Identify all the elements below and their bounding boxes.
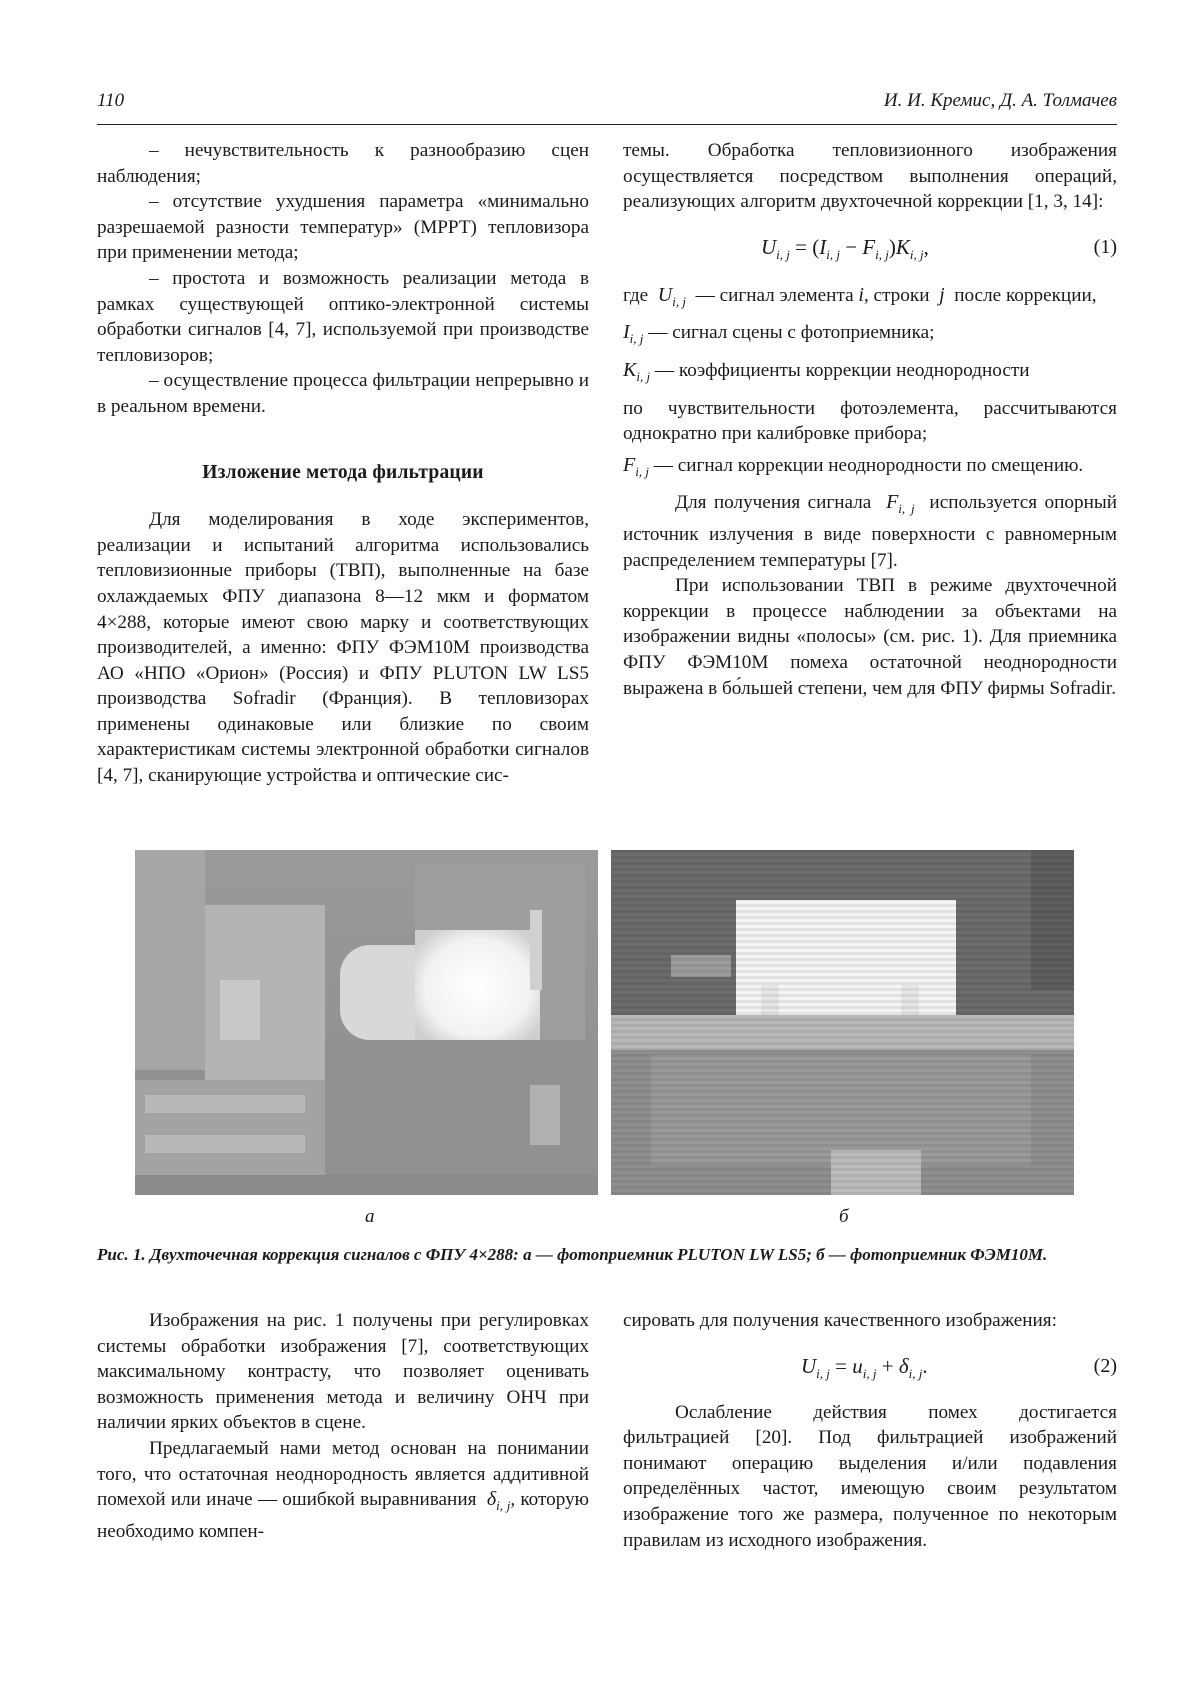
def-K-continued: по чувствительности фотоэлемента, рассчитываются однократно при калибровке прибора; xyxy=(623,397,1117,445)
bottom-right-paragraph-1: Ослабление действия помех достигается фильтрацией [20]. Под фильтрацией изображений понимают операцию выделения и/или подавления определённых частот, имеющую своим результатом изображение того же размера, полученное по некоторым правилам из исходного изображения. xyxy=(623,1401,1117,1551)
left-column xyxy=(97,138,589,789)
bottom-left-column xyxy=(97,1308,589,1544)
running-authors: И. И. Кремис, Д. А. Толмачев xyxy=(883,90,1117,111)
method-paragraph: Для моделирования в ходе экспериментов, реализации и испытаний алгоритма использовались тепловизионные приборы (ТВП), выполненные на базе охлаждаемых ФПУ диапазона 8—12 мкм и форматом 4×288, которые имеют свою марку и соответствующих производителей, а именно: ФПУ ФЭМ10М производства АО «НПО «Орион» (Россия) и ФПУ PLUTON LW LS5 производства Sofradir (Франция). В тепловизорах применены одинаковые или близкие по своим характеристикам системы электронной обработки сигналов [4, 7], сканирующие устройства и оптические сис- xyxy=(97,509,589,787)
right-intro: темы. Обработка тепловизионного изображения осуществляется посредством выполнения операций, реализующих алгоритм двухточечной коррекции [1, 3, 14]: xyxy=(623,140,1117,213)
def-U: где $U_{i, j}$ — сигнал элемента i, строки j после коррекции, xyxy=(623,283,1097,309)
def-F: $F_{i, j}$ — сигнал коррекции неоднородности по смещению. xyxy=(623,453,1084,479)
equation-1-formula: $U_{i, j} = (I_{i, j} - F_{i, j})K_{i, j}$, xyxy=(761,234,929,262)
running-header xyxy=(97,90,1117,120)
bottom-right-column xyxy=(623,1308,1117,1553)
right-column xyxy=(623,138,1117,701)
equation-1 xyxy=(623,221,1117,277)
def-I: $I_{i, j}$ — сигнал сцены с фотоприемника; xyxy=(623,321,935,347)
bottom-right-intro: сировать для получения качественного изображения: xyxy=(623,1310,1057,1331)
figure-caption: Рис. 1. Двухточечная коррекция сигналов с ФПУ 4×288: а — фотоприемник PLUTON LW LS5; б — фотоприемник ФЭМ10М. xyxy=(97,1245,1048,1264)
section-title: Изложение метода фильтрации xyxy=(202,461,484,483)
bullet-2: – отсутствие ухудшения параметра «минимально разрешаемой разности температур» (МРРТ) тепловизора при применении метода; xyxy=(97,191,589,264)
header-rule xyxy=(97,124,1117,125)
bullet-4: – осуществление процесса фильтрации непрерывно и в реальном времени. xyxy=(97,370,589,417)
bottom-left-paragraph-1: Изображения на рис. 1 получены при регулировках системы обработки изображения [7], соответствующих максимальному контрасту, что позволяет оценивать возможность применения метода и величину ОНЧ при наличии ярких объектов в сцене. xyxy=(97,1310,589,1434)
bottom-left-paragraph-2: Предлагаемый нами метод основан на понимании того, что остаточная неоднородность является аддитивной помехой или иначе — ошибкой выравнивания $\delta_{i, j}$, которую необходимо компен- xyxy=(97,1437,590,1542)
page-number: 110 xyxy=(97,90,125,111)
paragraph-bands: При использовании ТВП в режиме двухточечной коррекции в процессе наблюдении за объектами на изображении видны «полосы» (см. рис. 1). Для приемника ФПУ ФЭМ10М помеха остаточной неоднородности выражена в бо́льшей степени, чем для ФПУ фирмы Sofradir. xyxy=(623,575,1117,699)
equation-2-formula: $U_{i, j} = u_{i, j} + \delta_{i, j}$. xyxy=(801,1353,928,1381)
bullet-3: – простота и возможность реализации метода в рамках существующей оптико-электронной системы обработки сигналов [4, 7], используемой при производстве тепловизоров; xyxy=(97,267,589,366)
definitions xyxy=(623,283,1117,485)
bullet-1: – нечувствительность к разнообразию сцен наблюдения; xyxy=(97,140,589,187)
equation-2 xyxy=(623,1340,1117,1396)
equation-2-number: (2) xyxy=(1093,1354,1117,1377)
figure-label-a: а xyxy=(365,1206,375,1227)
figure-image-a xyxy=(135,850,598,1195)
paragraph-signal-F: Для получения сигнала $F_{i, j}$ используется опорный источник излучения в виде поверхности с равномерным распределением температуры [7]. xyxy=(623,491,1118,571)
def-K: $K_{i, j}$ — коэффициенты коррекции неоднородности xyxy=(623,358,1030,384)
equation-1-number: (1) xyxy=(1093,235,1117,258)
figure-image-b xyxy=(611,850,1074,1195)
figure-label-b: б xyxy=(839,1206,849,1227)
